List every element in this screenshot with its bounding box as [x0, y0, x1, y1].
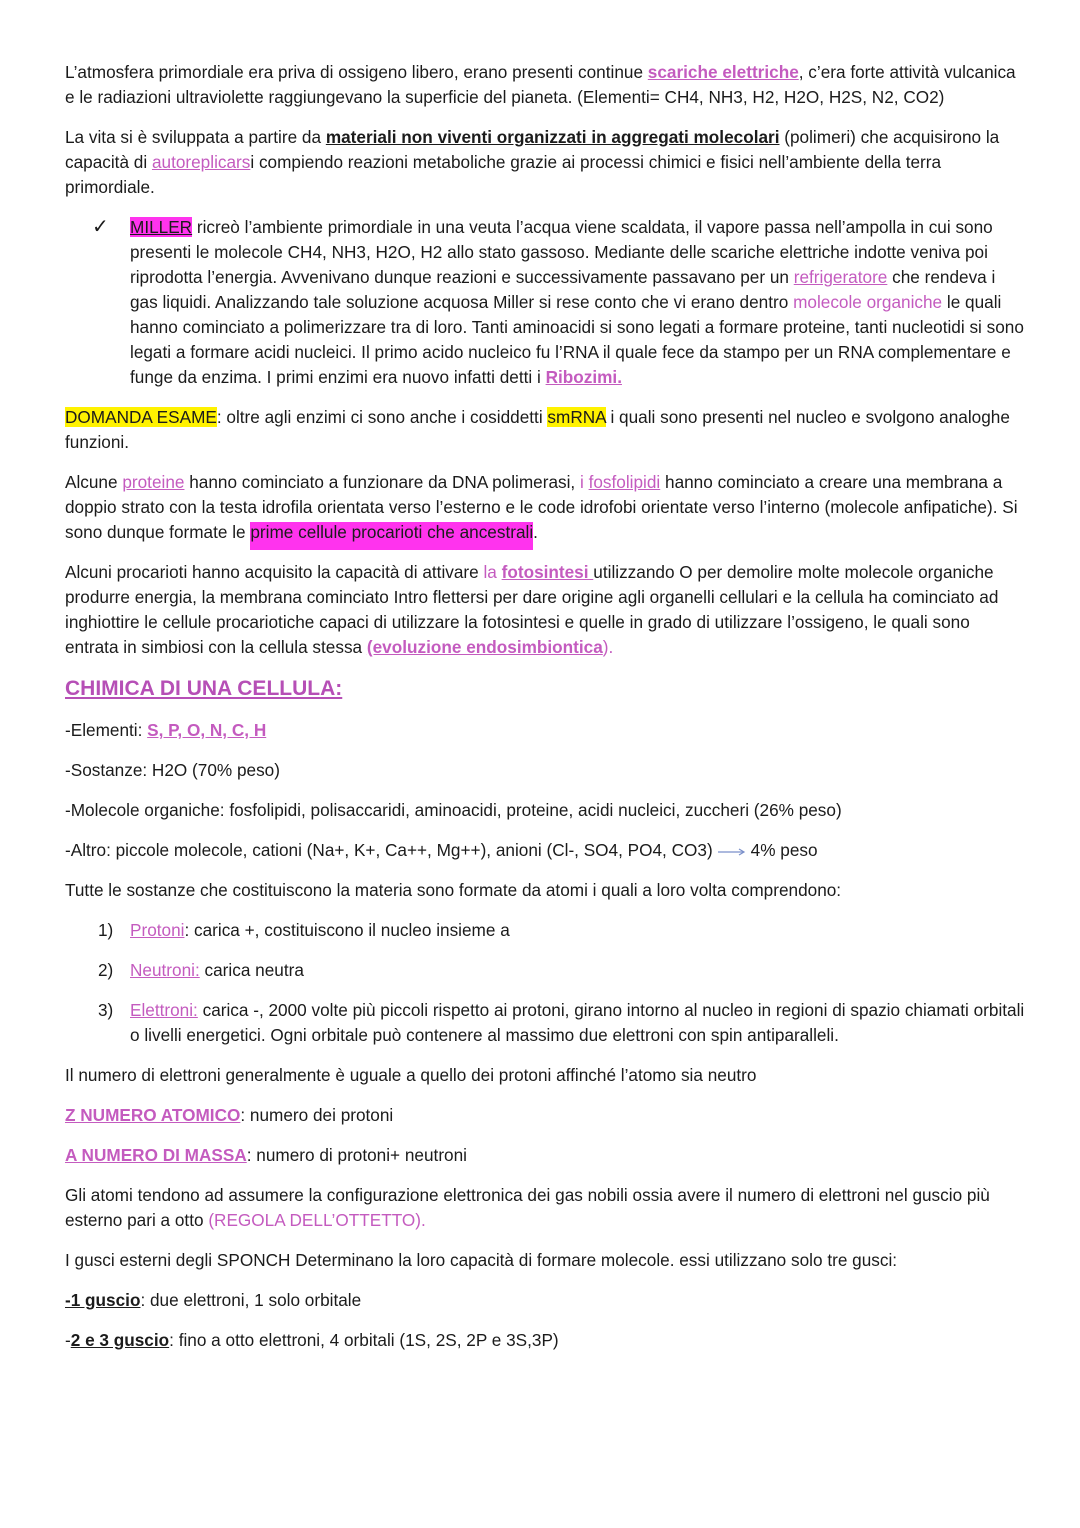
paragraph-origin-of-life: La vita si è sviluppata a partire da materiali non viventi organizzati in aggregati molecolari (polimeri) che acquisirono la capacità di autoreplicarsi compiendo reazioni metaboliche grazie ai processi chimici e fisici nell’ambiente della terra primordiale.: [65, 127, 1000, 197]
keyword-scariche: scariche elettriche: [647, 62, 799, 82]
atoms-intro: Tutte le sostanze che costituiscono la materia sono formate da atomi i quali a loro volta comprendono:: [65, 880, 842, 900]
document-page: [65, 60, 1025, 1368]
paragraph-atmosphere: L’atmosfera primordiale era priva di ossigeno libero, erano presenti continue scariche elettriche, c’era forte attività vulcanica e le radiazioni ultraviolette raggiungevano la superficie del pianeta. (Elementi= CH4, NH3, H2, H2O, H2S, N2, CO2): [65, 62, 1016, 107]
keyword-regola-ottetto: (REGOLA DELL’OTTETTO).: [208, 1210, 426, 1230]
keyword-protoni: Protoni: [130, 920, 185, 940]
keyword-fosfolipidi: fosfolipidi: [588, 472, 661, 492]
miller-text: MILLER ricreò l’ambiente primordiale in una veuta l’acqua viene scaldata, il vapore passa nell’ampolla in cui sono presenti le molecole CH4, NH3, H2O, H2 allo stato gassoso. Mediante delle scariche elettriche indotte veniva poi riprodotta l’energia. Avvenivano dunque reazioni e successivamente passavano per un refrigeratore che rendeva i gas liquidi. Analizzando tale soluzione acquosa Miller si rese conto che vi erano dentro molecole organiche le quali hanno cominciato a polimerizzare tra di loro. Tanti aminoacidi si sono legati a formare proteine, tanti nucleotidi si sono legati a formare acidi nucleici. Il primo acido nucleico fu l’RNA il quale fece da stampo per un RNA complementare e funge da enzima. I primi enzimi era nuovo infatti detti i Ribozimi.: [130, 217, 1024, 387]
miller-bullet: [65, 215, 1025, 390]
paragraph-prokaryotes: Alcuni procarioti hanno acquisito la capacità di attivare la fotosintesi utilizzando O per demolire molte molecole organiche produrre energia, la membrana cominciato Intro flettersi per dare origine agli organelli cellulari e la cellula ha cominciato ad inghiottire le cellule procariotiche capaci di utilizzare la fotosintesi e quelle in grado di utilizzare l’ossigeno, le quali sono entrata in simbiosi con la cellula stessa (evoluzione endosimbiontica).: [65, 562, 999, 657]
keyword-a-numero-di-massa: A NUMERO DI MASSA: [65, 1145, 247, 1165]
highlight-prime-cellule: prime cellule procarioti che ancestrali: [250, 522, 533, 550]
section-heading: CHIMICA DI UNA CELLULA:: [65, 677, 343, 700]
keyword-2-3-guscio: 2 e 3 guscio: [70, 1330, 170, 1350]
list-sostanze: -Sostanze: H2O (70% peso): [65, 760, 280, 780]
shells-intro: I gusci esterni degli SPONCH Determinano la loro capacità di formare molecole. essi utilizzano solo tre gusci:: [65, 1250, 898, 1270]
list-item-elettroni: 3) Elettroni: carica -, 2000 volte più piccoli rispetto ai protoni, girano intorno al nucleo in regioni di spazio chiamati orbitali o livelli energetici. Ogni orbitale può contenere al massimo due elettroni con spin antiparalleli.: [98, 1000, 1025, 1045]
highlight-domanda-esame: DOMANDA ESAME: [65, 407, 217, 427]
keyword-elettroni: Elettroni:: [130, 1000, 198, 1020]
keyword-fotosintesi: fotosintesi: [501, 562, 594, 582]
keyword-molecole-organiche: molecole organiche: [793, 292, 943, 312]
keyword-z-numero-atomico: Z NUMERO ATOMICO: [65, 1105, 241, 1125]
keyword-ribozimi: Ribozimi.: [545, 367, 622, 387]
list-molecole-organiche: -Molecole organiche: fosfolipidi, polisaccaridi, aminoacidi, proteine, acidi nucleici, zuccheri (26% peso): [65, 800, 842, 820]
highlight-miller: MILLER: [130, 217, 193, 237]
mass-number: A NUMERO DI MASSA: numero di protoni+ neutroni: [65, 1145, 467, 1165]
shell-2-3: -2 e 3 guscio: fino a otto elettroni, 4 orbitali (1S, 2S, 2P e 3S,3P): [65, 1330, 559, 1350]
keyword-refrigeratore: refrigeratore: [793, 267, 888, 287]
paragraph-proteins: Alcune proteine hanno cominciato a funzionare da DNA polimerasi, i fosfolipidi hanno cominciato a creare una membrana a doppio strato con la testa idrofila orientata verso l’esterno e le code idrofobi orientate verso l’interno (molecole anfipatiche). Si sono dunque formate le prime cellule procarioti che ancestrali.: [65, 470, 1025, 545]
list-item-neutroni: 2) Neutroni: carica neutra: [98, 960, 304, 980]
shell-1: -1 guscio: due elettroni, 1 solo orbitale: [65, 1290, 362, 1310]
keyword-1-guscio: -1 guscio: [65, 1290, 141, 1310]
list-altro: -Altro: piccole molecole, cationi (Na+, K+, Ca++, Mg++), anioni (Cl-, SO4, PO4, CO3) 4% peso: [65, 840, 818, 860]
keyword-autoreplicarsi: autoreplicars: [151, 152, 251, 172]
list-elementi: -Elementi: S, P, O, N, C, H: [65, 720, 267, 740]
neutral-atom-text: Il numero di elettroni generalmente è uguale a quello dei protoni affinché l’atomo sia neutro: [65, 1065, 757, 1085]
list-item-protoni: 1) Protoni: carica +, costituiscono il nucleo insieme a: [98, 920, 510, 940]
keyword-sponch: S, P, O, N, C, H: [147, 720, 267, 740]
atomic-number: Z NUMERO ATOMICO: numero dei protoni: [65, 1105, 394, 1125]
keyword-materiali: materiali non viventi organizzati in aggregati molecolari: [325, 127, 780, 147]
arrow-right-icon: [717, 846, 747, 856]
keyword-neutroni: Neutroni:: [130, 960, 200, 980]
keyword-proteine: proteine: [122, 472, 185, 492]
octet-rule: Gli atomi tendono ad assumere la configurazione elettronica dei gas nobili ossia avere il numero di elettroni nel guscio più esterno pari a otto (REGOLA DELL’OTTETTO).: [65, 1185, 990, 1230]
keyword-endosimbiontica: (evoluzione endosimbiontica: [366, 637, 603, 657]
checkmark-icon: ✓: [92, 216, 109, 238]
exam-question: DOMANDA ESAME: oltre agli enzimi ci sono anche i cosiddetti smRNA i quali sono presenti nel nucleo e svolgono analoghe funzioni.: [65, 407, 1010, 452]
highlight-smrna: smRNA: [547, 407, 606, 427]
